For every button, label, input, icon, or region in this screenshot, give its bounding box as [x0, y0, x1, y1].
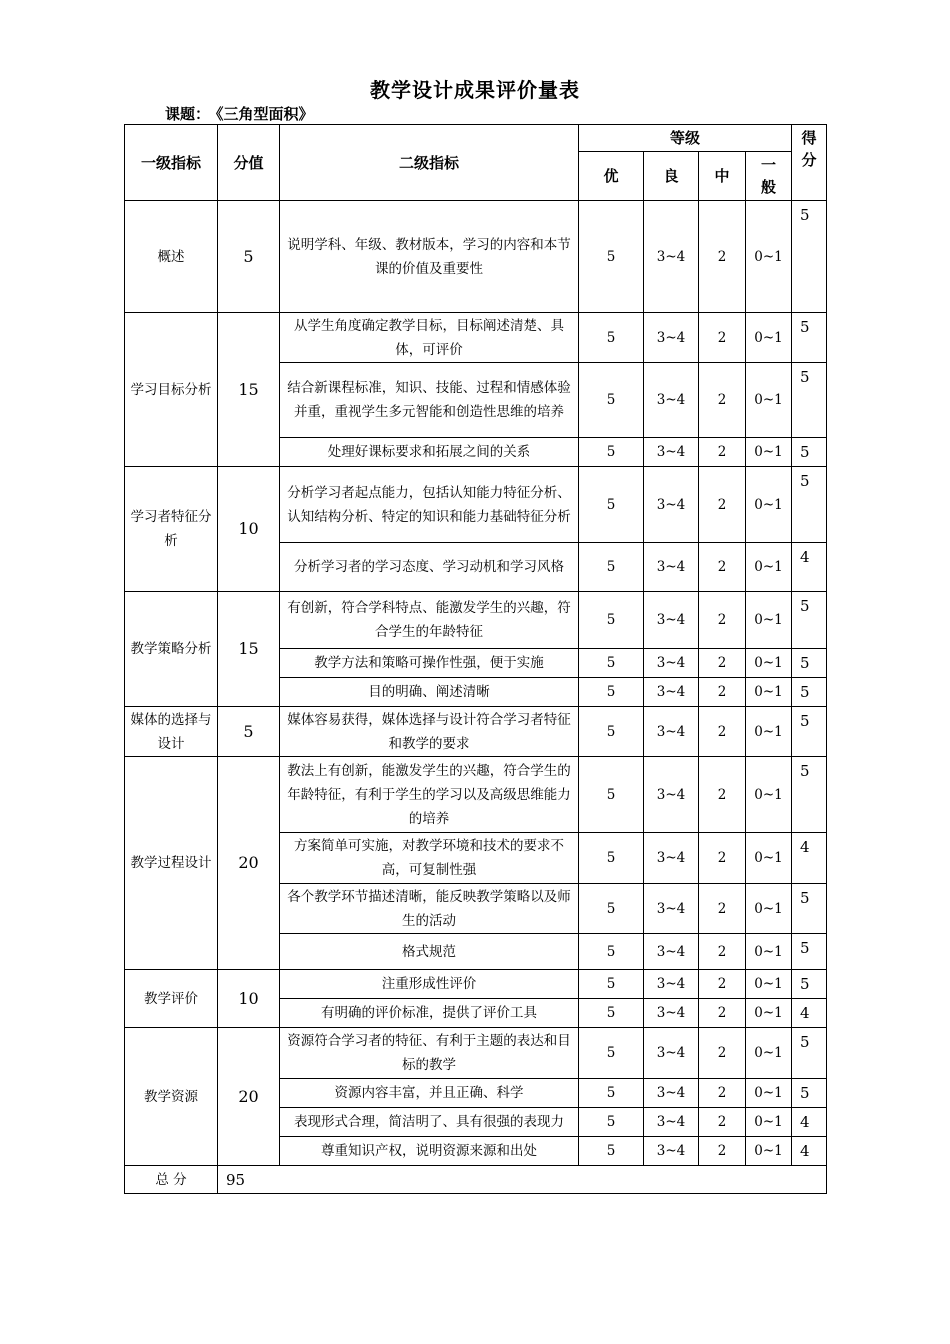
- grade-excellent: 5: [579, 649, 644, 678]
- item-score: 5: [792, 707, 827, 757]
- item-score: 5: [792, 1028, 827, 1079]
- grade-general: 0~1: [746, 1108, 792, 1137]
- table-row: [125, 757, 827, 833]
- item-score: 5: [792, 467, 827, 543]
- grade-medium: 2: [699, 438, 746, 467]
- table-row: [125, 1028, 827, 1079]
- grade-good: 3~4: [644, 201, 699, 313]
- level2-description: 说明学科、年级、教材版本，学习的内容和本节课的价值及重要性: [280, 201, 579, 313]
- grade-excellent: 5: [579, 1028, 644, 1079]
- table-row: [125, 201, 827, 313]
- grade-general: 0~1: [746, 438, 792, 467]
- grade-general: 0~1: [746, 1137, 792, 1166]
- item-score: 4: [792, 543, 827, 592]
- grade-excellent: 5: [579, 1137, 644, 1166]
- grade-general: 0~1: [746, 970, 792, 999]
- grade-excellent: 5: [579, 970, 644, 999]
- grade-general: 0~1: [746, 1079, 792, 1108]
- item-score: 4: [792, 999, 827, 1028]
- table-row: [125, 970, 827, 999]
- level2-description: 资源内容丰富，并且正确、科学: [280, 1079, 579, 1108]
- level1-points: 20: [218, 757, 280, 970]
- level2-description: 格式规范: [280, 934, 579, 970]
- subtitle-value: 《三角型面积》: [216, 105, 314, 123]
- level2-description: 有创新，符合学科特点、能激发学生的兴趣，符合学生的年龄特征: [280, 592, 579, 649]
- grade-excellent: 5: [579, 707, 644, 757]
- level2-description: 有明确的评价标准，提供了评价工具: [280, 999, 579, 1028]
- table-row: [125, 467, 827, 543]
- grade-medium: 2: [699, 1137, 746, 1166]
- item-score: 4: [792, 1108, 827, 1137]
- grade-good: 3~4: [644, 833, 699, 884]
- level1-name: 教学评价: [125, 970, 218, 1028]
- item-score: 5: [792, 934, 827, 970]
- grade-general: 0~1: [746, 592, 792, 649]
- grade-general: 0~1: [746, 649, 792, 678]
- grade-general: 0~1: [746, 363, 792, 438]
- header-level2: 二级指标: [280, 125, 579, 201]
- grade-medium: 2: [699, 201, 746, 313]
- grade-medium: 2: [699, 1079, 746, 1108]
- item-score: 5: [792, 757, 827, 833]
- header-excellent: 优: [579, 152, 644, 201]
- grade-good: 3~4: [644, 970, 699, 999]
- grade-general: 0~1: [746, 313, 792, 363]
- header-general: [746, 152, 792, 201]
- level1-points: 20: [218, 1028, 280, 1166]
- grade-general: 0~1: [746, 884, 792, 934]
- grade-excellent: 5: [579, 833, 644, 884]
- item-score: 4: [792, 1137, 827, 1166]
- page-title: 教学设计成果评价量表: [370, 78, 580, 102]
- item-score: 5: [792, 970, 827, 999]
- total-label: 总 分: [125, 1166, 218, 1194]
- grade-general: 0~1: [746, 201, 792, 313]
- grade-excellent: 5: [579, 757, 644, 833]
- subtitle: [165, 103, 320, 124]
- level1-name: 教学过程设计: [125, 757, 218, 970]
- grade-medium: 2: [699, 543, 746, 592]
- level2-description: 各个教学环节描述清晰，能反映教学策略以及师生的活动: [280, 884, 579, 934]
- grade-good: 3~4: [644, 1079, 699, 1108]
- item-score: 5: [792, 678, 827, 707]
- grade-good: 3~4: [644, 678, 699, 707]
- level1-name: 概述: [125, 201, 218, 313]
- table-row: [125, 313, 827, 363]
- level1-points: 5: [218, 201, 280, 313]
- total-value: 95: [218, 1166, 827, 1194]
- level1-name: 教学资源: [125, 1028, 218, 1166]
- header-grade: 等级: [579, 125, 792, 152]
- grade-excellent: 5: [579, 678, 644, 707]
- level2-description: 从学生角度确定教学目标，目标阐述清楚、具体，可评价: [280, 313, 579, 363]
- grade-general: 0~1: [746, 543, 792, 592]
- item-score: 5: [792, 1079, 827, 1108]
- grade-general: 0~1: [746, 757, 792, 833]
- level2-description: 方案简单可实施，对教学环境和技术的要求不高，可复制性强: [280, 833, 579, 884]
- grade-medium: 2: [699, 884, 746, 934]
- grade-general: 0~1: [746, 999, 792, 1028]
- grade-general: 0~1: [746, 934, 792, 970]
- level2-description: 媒体容易获得，媒体选择与设计符合学习者特征和教学的要求: [280, 707, 579, 757]
- header-score: [792, 125, 827, 201]
- grade-medium: 2: [699, 934, 746, 970]
- header-general-line2: 般: [761, 178, 777, 196]
- level1-points: 10: [218, 467, 280, 592]
- level1-name: 学习目标分析: [125, 313, 218, 467]
- grade-medium: 2: [699, 363, 746, 438]
- grade-excellent: 5: [579, 592, 644, 649]
- grade-excellent: 5: [579, 313, 644, 363]
- header-points: 分值: [218, 125, 280, 201]
- level2-description: 教法上有创新，能激发学生的兴趣，符合学生的年龄特征，有利于学生的学习以及高级思维能力的培养: [280, 757, 579, 833]
- level1-name: 学习者特征分析: [125, 467, 218, 592]
- grade-medium: 2: [699, 678, 746, 707]
- grade-good: 3~4: [644, 999, 699, 1028]
- level1-points: 15: [218, 592, 280, 707]
- level2-description: 分析学习者起点能力，包括认知能力特征分析、认知结构分析、特定的知识和能力基础特征分析: [280, 467, 579, 543]
- rubric-table: [124, 124, 827, 1194]
- grade-good: 3~4: [644, 1028, 699, 1079]
- grade-good: 3~4: [644, 543, 699, 592]
- table-row: [125, 707, 827, 757]
- header-good: 良: [644, 152, 699, 201]
- grade-medium: 2: [699, 970, 746, 999]
- item-score: 5: [792, 649, 827, 678]
- grade-excellent: 5: [579, 934, 644, 970]
- grade-good: 3~4: [644, 1137, 699, 1166]
- level1-points: 5: [218, 707, 280, 757]
- grade-excellent: 5: [579, 884, 644, 934]
- grade-good: 3~4: [644, 649, 699, 678]
- grade-excellent: 5: [579, 201, 644, 313]
- grade-good: 3~4: [644, 884, 699, 934]
- subtitle-label: 课题：: [165, 105, 211, 123]
- grade-good: 3~4: [644, 467, 699, 543]
- grade-good: 3~4: [644, 313, 699, 363]
- header-medium: 中: [699, 152, 746, 201]
- grade-good: 3~4: [644, 1108, 699, 1137]
- grade-medium: 2: [699, 833, 746, 884]
- level2-description: 处理好课标要求和拓展之间的关系: [280, 438, 579, 467]
- grade-good: 3~4: [644, 363, 699, 438]
- table-row: [125, 592, 827, 649]
- level2-description: 教学方法和策略可操作性强，便于实施: [280, 649, 579, 678]
- grade-general: 0~1: [746, 833, 792, 884]
- level1-points: 10: [218, 970, 280, 1028]
- grade-excellent: 5: [579, 1079, 644, 1108]
- grade-excellent: 5: [579, 543, 644, 592]
- item-score: 5: [792, 884, 827, 934]
- level1-name: 教学策略分析: [125, 592, 218, 707]
- grade-medium: 2: [699, 313, 746, 363]
- header-score-line2: 分: [801, 151, 817, 169]
- level2-description: 表现形式合理，简洁明了、具有很强的表现力: [280, 1108, 579, 1137]
- grade-good: 3~4: [644, 934, 699, 970]
- header-level1: 一级指标: [125, 125, 218, 201]
- grade-good: 3~4: [644, 707, 699, 757]
- grade-good: 3~4: [644, 438, 699, 467]
- item-score: 5: [792, 313, 827, 363]
- grade-good: 3~4: [644, 592, 699, 649]
- level1-name: 媒体的选择与设计: [125, 707, 218, 757]
- grade-medium: 2: [699, 707, 746, 757]
- grade-general: 0~1: [746, 467, 792, 543]
- grade-medium: 2: [699, 757, 746, 833]
- item-score: 5: [792, 592, 827, 649]
- grade-excellent: 5: [579, 467, 644, 543]
- level2-description: 尊重知识产权，说明资源来源和出处: [280, 1137, 579, 1166]
- grade-excellent: 5: [579, 999, 644, 1028]
- level1-points: 15: [218, 313, 280, 467]
- grade-medium: 2: [699, 1108, 746, 1137]
- grade-excellent: 5: [579, 1108, 644, 1137]
- grade-medium: 2: [699, 649, 746, 678]
- header-score-line1: 得: [801, 129, 817, 147]
- grade-general: 0~1: [746, 1028, 792, 1079]
- level2-description: 资源符合学习者的特征、有利于主题的表达和目标的教学: [280, 1028, 579, 1079]
- grade-general: 0~1: [746, 678, 792, 707]
- item-score: 4: [792, 833, 827, 884]
- grade-medium: 2: [699, 1028, 746, 1079]
- grade-general: 0~1: [746, 707, 792, 757]
- grade-medium: 2: [699, 467, 746, 543]
- grade-medium: 2: [699, 999, 746, 1028]
- header-general-line1: 一: [761, 156, 777, 174]
- item-score: 5: [792, 438, 827, 467]
- grade-good: 3~4: [644, 757, 699, 833]
- grade-medium: 2: [699, 592, 746, 649]
- grade-excellent: 5: [579, 363, 644, 438]
- level2-description: 目的明确、阐述清晰: [280, 678, 579, 707]
- item-score: 5: [792, 363, 827, 438]
- rubric-body: [125, 201, 827, 1166]
- level2-description: 分析学习者的学习态度、学习动机和学习风格: [280, 543, 579, 592]
- level2-description: 注重形成性评价: [280, 970, 579, 999]
- level2-description: 结合新课程标准，知识、技能、过程和情感体验并重，重视学生多元智能和创造性思维的培养: [280, 363, 579, 438]
- item-score: 5: [792, 201, 827, 313]
- grade-excellent: 5: [579, 438, 644, 467]
